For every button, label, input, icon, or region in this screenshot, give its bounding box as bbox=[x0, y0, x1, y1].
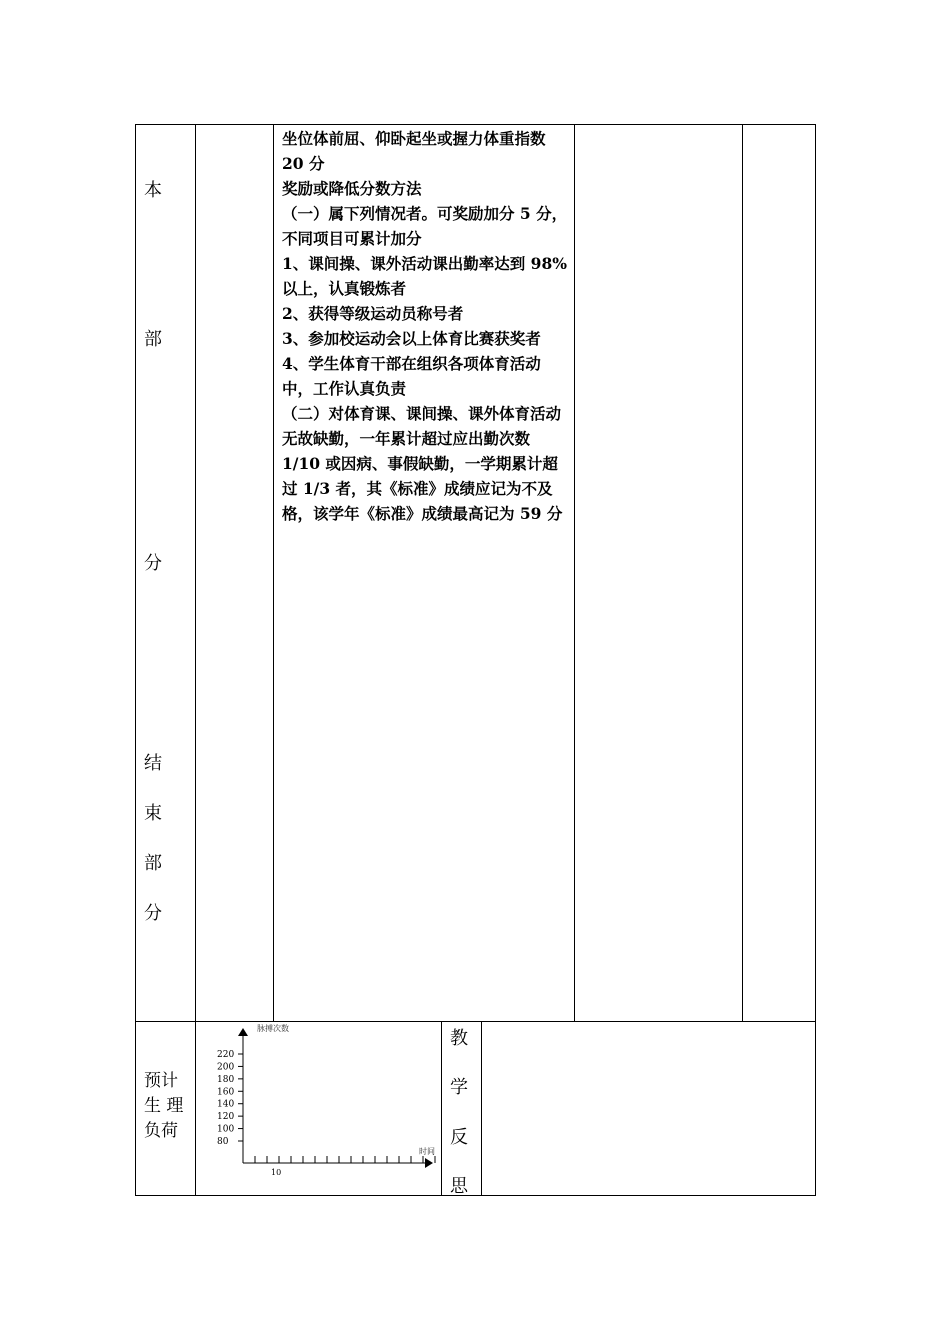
content-line: 1、课间操、课外活动课出勤率达到 98% bbox=[282, 254, 567, 273]
load-label-line-3: 负荷 bbox=[144, 1121, 178, 1141]
pulse-chart bbox=[205, 1018, 441, 1182]
end-part-label-char-4: 分 bbox=[144, 903, 162, 924]
table-left-border bbox=[135, 124, 136, 1196]
y-tick-label: 120 bbox=[217, 1112, 235, 1123]
y-tick-label: 140 bbox=[217, 1099, 235, 1110]
content-line: 不同项目可累计加分 bbox=[282, 229, 422, 248]
column-divider-4 bbox=[742, 124, 743, 1021]
reflection-label-char-2: 学 bbox=[450, 1077, 468, 1098]
table-right-border bbox=[815, 124, 816, 1196]
table-bottom-border bbox=[135, 1195, 816, 1196]
end-part-label-char-1: 结 bbox=[144, 753, 162, 774]
reflection-label-char-1: 教 bbox=[450, 1028, 468, 1049]
y-tick-label: 180 bbox=[217, 1074, 235, 1085]
content-line: 20 分 bbox=[282, 154, 325, 173]
end-part-label-char-2: 束 bbox=[144, 803, 162, 824]
table-top-border bbox=[135, 124, 816, 125]
column-divider-1 bbox=[195, 124, 196, 1196]
reflection-divider-left bbox=[441, 1021, 442, 1196]
main-part-label-char-1: 本 bbox=[144, 180, 162, 201]
main-part-label-char-2: 部 bbox=[144, 329, 162, 350]
content-line: 3、参加校运动会以上体育比赛获奖者 bbox=[282, 329, 541, 348]
reflection-divider-right bbox=[481, 1021, 482, 1196]
content-line: （一）属下列情况者。可奖励加分 5 分， bbox=[282, 204, 568, 223]
end-part-label-char-3: 部 bbox=[144, 853, 162, 874]
x-axis-arrow bbox=[425, 1158, 433, 1168]
x-axis-title: 时间 bbox=[419, 1147, 435, 1156]
main-part-label-char-3: 分 bbox=[144, 553, 162, 574]
y-tick-label: 220 bbox=[217, 1050, 235, 1060]
column-divider-3 bbox=[574, 124, 575, 1021]
reflection-label-char-3: 反 bbox=[450, 1127, 468, 1148]
y-tick-label: 80 bbox=[217, 1137, 229, 1147]
content-line: 坐位体前屈、仰卧起坐或握力体重指数 bbox=[282, 129, 546, 148]
content-line: 1/10 或因病、事假缺勤，一学期累计超 bbox=[282, 454, 558, 473]
column-divider-2 bbox=[273, 124, 274, 1021]
content-line: 中，工作认真负责 bbox=[282, 379, 407, 398]
y-tick-label: 160 bbox=[217, 1087, 235, 1098]
reflection-label-char-4: 思 bbox=[450, 1176, 468, 1197]
y-tick-label: 100 bbox=[217, 1124, 235, 1135]
y-tick-label: 200 bbox=[217, 1062, 235, 1073]
load-label-line-1: 预计 bbox=[144, 1071, 178, 1091]
content-line: 4、学生体育干部在组织各项体育活动 bbox=[282, 354, 541, 373]
content-line: 以上，认真锻炼者 bbox=[282, 279, 407, 298]
x-tick-label: 10 bbox=[271, 1168, 282, 1177]
content-line: 过 1/3 者，其《标准》成绩应记为不及 bbox=[282, 479, 553, 498]
content-line: 无故缺勤，一年累计超过应出勤次数 bbox=[282, 429, 531, 448]
content-line: （二）对体育课、课间操、课外体育活动 bbox=[282, 404, 562, 423]
content-block bbox=[282, 126, 572, 526]
y-axis-title: 脉搏次数 bbox=[257, 1024, 289, 1033]
content-line: 格，该学年《标准》成绩最高记为 59 分 bbox=[282, 504, 563, 523]
load-label-line-2: 生 理 bbox=[144, 1096, 184, 1116]
content-line: 奖励或降低分数方法 bbox=[282, 179, 422, 198]
y-axis-arrow bbox=[238, 1028, 248, 1036]
content-line: 2、获得等级运动员称号者 bbox=[282, 304, 464, 323]
